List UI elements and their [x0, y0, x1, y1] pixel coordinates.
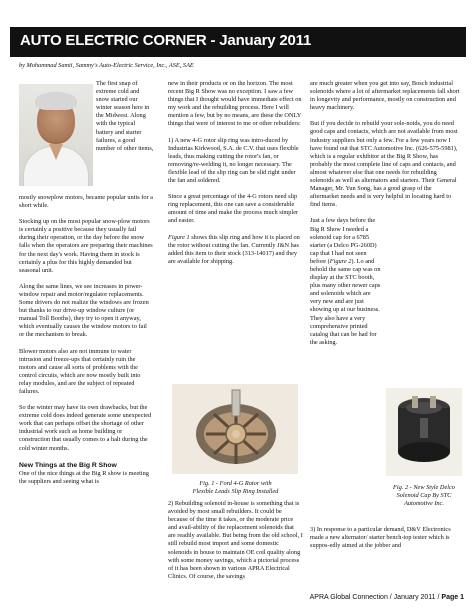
column-3-continued — [310, 526, 460, 550]
caption-line: Flexible Leads Slip Ring Installed — [192, 488, 279, 496]
paragraph: 3) In response to a particular demand, D&V Electronics made a new alternator/ starter bench-top tester which is suppos-edly aimed at the jobber and — [310, 526, 451, 550]
paragraph: Blower motors also are not immune to water intrusion and freeze-ups that certainly ruin the motors and cause all sorts of problems with the control circuits, which are now mostly built into relay modules, and are the subject of repeated failures. — [19, 347, 141, 395]
figure-1-caption — [168, 480, 303, 496]
paragraph — [310, 217, 382, 347]
paragraph: But if you decide to rebuild your sole-noids, you do need good caps and contacts, which are not available from most industry suppliers but only a few. For a few years now I have found out that STC Automotive Inc. (626-575-5981), which is a regular exhibitor at the Big R Show, has probably the most complete line of caps and contacts, and almost whatever else that one needs for rebuilding solenoids as well as alternators and starters. Their General Manager, Mr. Yun Song, has a good grasp of the aftermarket needs and is very helpful in locating hard to find items. — [310, 120, 458, 209]
author-photo — [19, 84, 93, 186]
paragraph-text: Just a few days before the Big R Show I needed a solenoid cap for a 6785 starter (a Delco PG-260D) cap that I had not seen before ( — [310, 217, 377, 265]
author-hair — [35, 92, 77, 110]
solenoid-illustration — [386, 388, 462, 476]
paragraph: 2) Rebuilding solenoid in-house is something that is avoided by most small rebuilders. It could be because of the time it takes, or the moderate price and avail-ability of the replacement solenoids that are readily available. But being from the old school, I still rebuild most import and some domestic solenoids in house to maintain OE coil quality along with some money savings, which a pictorial process of it has been shown in various APRA Electrical Clinics. Of course, the savings — [168, 500, 303, 580]
caption-line: Fig. 1 - Ford 4-G Rotor with — [199, 480, 272, 487]
section-heading: New Things at the Big R Show — [19, 461, 117, 469]
paragraph: 1) A new 4-G rotor slip ring was intro-duced by Industrias Kirkwood, S.A. de C.V. that uses flexible leads, thus making cutting the rotor's fan, or removing/re-welding it, no longer necessary. The flexible lead of the slip ring can be slid right under the fan and soldered. — [168, 136, 299, 185]
column-2 — [168, 80, 303, 274]
figure-2-solenoid-image — [386, 388, 462, 476]
caption-line: Fig. 2 - New Style Delco — [393, 484, 455, 491]
intro-paragraph: The first snap of extreme cold and snow started our winter season here in the Midwest. Along with the typical battery and starter failures, a good number of other items, — [96, 80, 154, 152]
caption-line: Solenoid Cap By STC — [396, 492, 452, 500]
page-title: AUTO ELECTRIC CORNER - January 2011 — [20, 32, 312, 49]
column-3 — [310, 80, 460, 355]
byline: by Mohammad Samii, Sammy's Auto-Electric Service, Inc., ASE, SAE — [19, 62, 194, 69]
paragraph: new in their products or on the horizon. The most recent Big R Show was no exception. I saw a few things that I thought would have immediate effect on my work and the rebuilding process. Here I will mention a few, but by no means, are these the ONLY things that were of interest to me or other rebuilders: — [168, 80, 302, 128]
paragraph — [168, 234, 303, 266]
page-footer — [250, 594, 464, 601]
figure-2-caption — [384, 484, 464, 508]
paragraph: Since a great percentage of the 4-G rotors need slip ring replacement, this one can save a considerable amount of time and make the process much simpler and easier. — [168, 193, 299, 225]
paragraph: So the winter may have its own drawbacks, but the extreme cold does indeed generate some unexpected work that can perhaps offset the shortage of other industrial work such as home building or construction that usually comes to a halt during the cold winter months. — [19, 404, 152, 452]
column-2-continued — [168, 500, 303, 581]
figure-reference: Figure 1 — [168, 233, 190, 241]
paragraph: One of the nice things at the Big R show is meeting the suppliers and seeing what is — [19, 469, 149, 485]
paragraph-text: ). Lo and behold the same cap was on display at the STC booth, plus many other newer caps and solenoids which are very new and are just showing up at our business. They also have a very comprehensive printed catalog that can be had for the asking. — [310, 257, 381, 346]
paragraph-text: shows this slip ring and how it is placed on the rotor without cutting the fan. Currently J&N has added this item to their stock (313-14017) and they are available for shipping. — [168, 233, 300, 265]
column-1 — [19, 194, 153, 494]
caption-line: Automotive Inc. — [404, 500, 444, 508]
paragraph: Along the same lines, we see increases in power-window repair and motor/regulator replacements. Some drivers do not realize the windows are frozen but thanks to our drive-up window culture (or manual Toll Booths), they try to open it anyway, which eventually causes the window motors to fail or the mechanism to break. — [19, 282, 149, 339]
figure-1-rotor-image — [172, 384, 298, 474]
page-number: Page 1 — [441, 594, 464, 601]
paragraph: Stocking up on the most popular snow-plow motors is certainly a positive because they usually fail during their operation, or the day before the snow falls when the operators are preparing their machines for the next day's work. Having them in stock is certainly a plus for this highly demanded but seasonal unit. — [19, 218, 153, 274]
figure-reference: Figure 2 — [329, 257, 352, 265]
header-banner — [10, 27, 466, 57]
rotor-illustration — [172, 384, 298, 474]
paragraph: are much greater when you get into say, Bosch industrial solenoids where a lot of aftermarket replacements fall short in longevity and performance, mostly on construction and heavy machinery. — [310, 80, 460, 112]
intro-continuation: mostly snowplow motors, became popular units for a short while. — [19, 194, 153, 210]
footer-text: APRA Global Connection / January 2011 / — [309, 594, 442, 601]
